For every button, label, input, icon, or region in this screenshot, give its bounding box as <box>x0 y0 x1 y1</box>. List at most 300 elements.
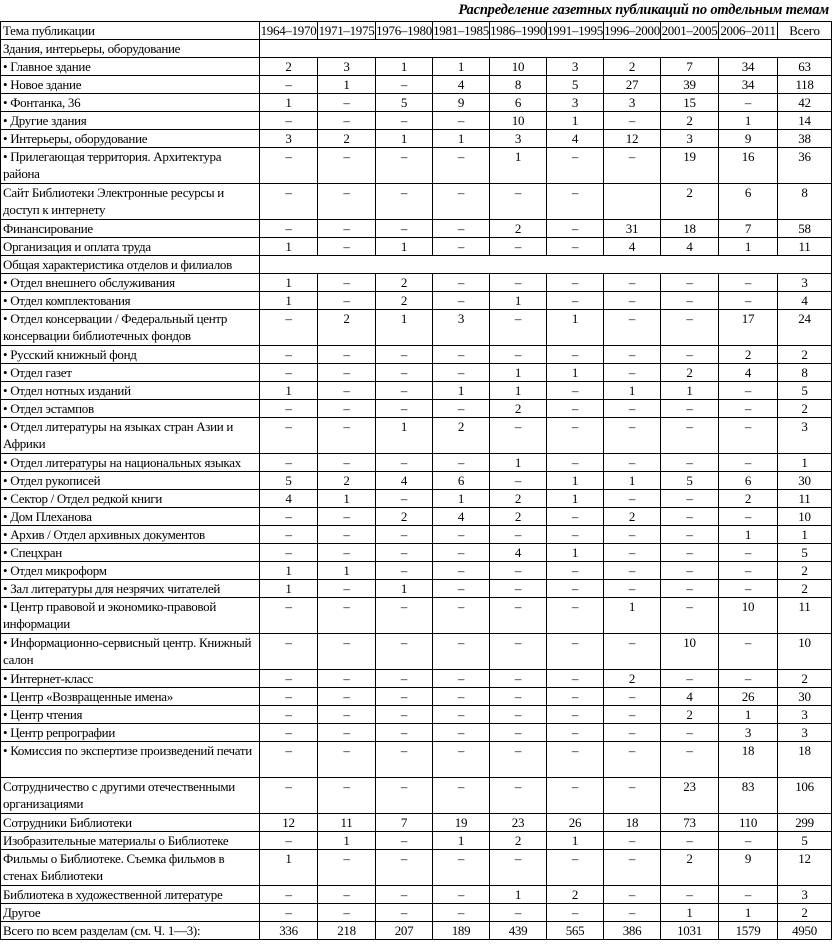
value-cell: 110 <box>719 814 778 832</box>
total-cell: 24 <box>778 310 832 346</box>
value-cell: 2 <box>490 220 547 238</box>
table-row <box>1 76 832 94</box>
value-cell: – <box>260 310 318 346</box>
total-cell: 30 <box>778 472 832 490</box>
column-header-period: 1976–1980 <box>376 23 432 38</box>
value-cell: – <box>433 598 490 634</box>
value-cell: – <box>604 706 661 724</box>
value-cell: 1 <box>376 130 433 148</box>
table-row <box>1 184 832 220</box>
value-cell: – <box>376 148 433 184</box>
total-cell: 58 <box>778 220 832 238</box>
value-cell: 4 <box>661 238 719 256</box>
value-cell: 12 <box>260 814 318 832</box>
value-cell: 2 <box>547 886 604 904</box>
value-cell: 1 <box>318 490 376 508</box>
value-cell: – <box>719 382 778 400</box>
value-cell: 4 <box>433 508 490 526</box>
value-cell: – <box>604 886 661 904</box>
value-cell: 23 <box>661 778 719 814</box>
value-cell: – <box>547 274 604 292</box>
value-cell: – <box>260 346 318 364</box>
value-cell: – <box>661 274 719 292</box>
value-cell: 4 <box>719 364 778 382</box>
value-cell: – <box>376 346 433 364</box>
total-cell: 11 <box>778 598 832 634</box>
value-cell: 2 <box>719 346 778 364</box>
value-cell: 1 <box>490 382 547 400</box>
value-cell: – <box>719 670 778 688</box>
value-cell: 2 <box>719 490 778 508</box>
value-cell: 1 <box>547 112 604 130</box>
value-cell: 4 <box>604 238 661 256</box>
topic-cell: • Прилегающая территория. Архитектура района <box>1 148 260 184</box>
value-cell: – <box>719 274 778 292</box>
table-row <box>1 472 832 490</box>
value-cell: – <box>260 778 318 814</box>
value-cell: – <box>661 292 719 310</box>
value-cell: – <box>661 742 719 778</box>
total-cell: 106 <box>778 778 832 814</box>
table-row <box>1 292 832 310</box>
column-header-period: 1964–1970 <box>260 23 317 38</box>
value-cell: – <box>318 670 376 688</box>
value-cell: 1 <box>260 292 318 310</box>
value-cell: – <box>604 274 661 292</box>
value-cell: – <box>604 688 661 706</box>
value-cell: – <box>433 364 490 382</box>
value-cell: – <box>547 184 604 220</box>
value-cell: 1 <box>433 490 490 508</box>
value-cell: 2 <box>604 670 661 688</box>
value-cell: – <box>433 346 490 364</box>
value-cell: – <box>547 850 604 886</box>
value-cell: – <box>433 238 490 256</box>
value-cell: – <box>260 526 318 544</box>
value-cell: – <box>490 742 547 778</box>
value-cell: 18 <box>604 814 661 832</box>
value-cell: 336 <box>260 922 318 940</box>
value-cell: – <box>318 454 376 472</box>
total-cell: 18 <box>778 742 832 778</box>
value-cell: – <box>318 688 376 706</box>
column-header-period: 2001–2005 <box>661 23 718 38</box>
value-cell: 386 <box>604 922 661 940</box>
value-cell: – <box>547 148 604 184</box>
value-cell: 5 <box>260 472 318 490</box>
value-cell: – <box>260 508 318 526</box>
section-blank-cell <box>260 40 832 58</box>
topic-cell: Организация и оплата труда <box>1 238 260 256</box>
table-row <box>1 274 832 292</box>
value-cell: – <box>433 544 490 562</box>
value-cell: – <box>661 832 719 850</box>
value-cell: – <box>719 634 778 670</box>
value-cell: – <box>376 562 433 580</box>
value-cell: 1 <box>318 76 376 94</box>
value-cell: 1 <box>719 526 778 544</box>
value-cell: – <box>490 346 547 364</box>
topic-cell: • Центр чтения <box>1 706 260 724</box>
value-cell: – <box>490 310 547 346</box>
topic-cell: • Сектор / Отдел редкой книги <box>1 490 260 508</box>
value-cell: – <box>318 724 376 742</box>
value-cell: 189 <box>433 922 490 940</box>
value-cell: – <box>490 724 547 742</box>
value-cell: – <box>661 886 719 904</box>
value-cell: – <box>604 742 661 778</box>
value-cell: 1 <box>376 238 433 256</box>
value-cell: 7 <box>661 58 719 76</box>
value-cell: – <box>719 400 778 418</box>
total-cell: 299 <box>778 814 832 832</box>
value-cell: 1 <box>719 112 778 130</box>
value-cell: 18 <box>661 220 719 238</box>
topic-cell: • Информационно-сервисный центр. Книжный салон <box>1 634 260 670</box>
value-cell: – <box>318 598 376 634</box>
table-row <box>1 418 832 454</box>
value-cell: 5 <box>547 76 604 94</box>
value-cell: – <box>260 418 318 454</box>
value-cell: – <box>318 364 376 382</box>
table-row <box>1 670 832 688</box>
topic-cell: • Русский книжный фонд <box>1 346 260 364</box>
value-cell: 1 <box>490 292 547 310</box>
total-cell: 63 <box>778 58 832 76</box>
value-cell: 3 <box>433 310 490 346</box>
value-cell: 1 <box>604 382 661 400</box>
value-cell: 1 <box>547 310 604 346</box>
value-cell: – <box>433 148 490 184</box>
topic-cell: • Отдел консервации / Федеральный центр консервации библиотечных фондов <box>1 310 260 346</box>
total-cell: 11 <box>778 490 832 508</box>
value-cell: 6 <box>719 472 778 490</box>
value-cell: 1 <box>260 274 318 292</box>
value-cell: 1 <box>260 94 318 112</box>
topic-cell: • Фонтанка, 36 <box>1 94 260 112</box>
value-cell: – <box>433 742 490 778</box>
value-cell: – <box>490 850 547 886</box>
topic-cell: • Центр правовой и экономико-правовой информации <box>1 598 260 634</box>
value-cell: 2 <box>661 184 719 220</box>
value-cell: – <box>547 562 604 580</box>
value-cell: 4 <box>547 130 604 148</box>
value-cell: 1 <box>604 598 661 634</box>
total-cell: 2 <box>778 904 832 922</box>
total-cell: 10 <box>778 634 832 670</box>
topic-cell: • Дом Плеханова <box>1 508 260 526</box>
table-row <box>1 922 832 940</box>
value-cell: 1 <box>661 382 719 400</box>
topic-cell: • Отдел внешнего обслуживания <box>1 274 260 292</box>
value-cell: – <box>604 832 661 850</box>
topic-cell: Сайт Библиотеки Электронные ресурсы и доступ к интернету <box>1 184 260 220</box>
value-cell: 23 <box>490 814 547 832</box>
value-cell: 1 <box>433 130 490 148</box>
total-cell: 30 <box>778 688 832 706</box>
value-cell: 2 <box>318 472 376 490</box>
value-cell: – <box>547 706 604 724</box>
value-cell: – <box>604 148 661 184</box>
value-cell: 11 <box>318 814 376 832</box>
value-cell: – <box>433 634 490 670</box>
value-cell: 1 <box>318 562 376 580</box>
value-cell: 2 <box>433 418 490 454</box>
value-cell: 34 <box>719 58 778 76</box>
value-cell: – <box>318 904 376 922</box>
value-cell: – <box>604 562 661 580</box>
value-cell: – <box>433 526 490 544</box>
value-cell: – <box>260 112 318 130</box>
value-cell: 10 <box>490 58 547 76</box>
value-cell: 9 <box>719 850 778 886</box>
table-body <box>1 40 832 940</box>
topic-cell: • Отдел литературы на языках стран Азии и Африки <box>1 418 260 454</box>
value-cell: 2 <box>661 706 719 724</box>
value-cell: 10 <box>661 634 719 670</box>
value-cell: 3 <box>490 130 547 148</box>
value-cell: 10 <box>490 112 547 130</box>
value-cell: 1 <box>318 832 376 850</box>
value-cell: – <box>661 418 719 454</box>
section-header-row <box>1 256 832 274</box>
value-cell: – <box>260 706 318 724</box>
value-cell: – <box>604 526 661 544</box>
value-cell: 2 <box>490 508 547 526</box>
value-cell: – <box>547 382 604 400</box>
value-cell: 1 <box>547 472 604 490</box>
table-row <box>1 706 832 724</box>
value-cell: 4 <box>376 472 433 490</box>
table-row <box>1 544 832 562</box>
value-cell: 2 <box>604 58 661 76</box>
value-cell: – <box>433 220 490 238</box>
value-cell: – <box>490 526 547 544</box>
value-cell: – <box>376 454 433 472</box>
table-row <box>1 382 832 400</box>
table-row <box>1 400 832 418</box>
value-cell: 3 <box>260 130 318 148</box>
value-cell: – <box>318 400 376 418</box>
topic-cell: Изобразительные материалы о Библиотеке <box>1 832 260 850</box>
value-cell: – <box>376 688 433 706</box>
value-cell: – <box>719 562 778 580</box>
value-cell: 10 <box>719 598 778 634</box>
value-cell: – <box>376 670 433 688</box>
total-cell: 3 <box>778 886 832 904</box>
value-cell: – <box>490 706 547 724</box>
value-cell: 3 <box>719 724 778 742</box>
value-cell: 26 <box>547 814 604 832</box>
topic-cell: Сотрудничество с другими отечественными организациями <box>1 778 260 814</box>
value-cell: – <box>547 526 604 544</box>
value-cell: 3 <box>604 94 661 112</box>
value-cell: 1 <box>547 832 604 850</box>
value-cell: – <box>604 490 661 508</box>
value-cell: – <box>376 382 433 400</box>
value-cell: – <box>604 634 661 670</box>
value-cell: 1 <box>433 832 490 850</box>
total-cell: 1 <box>778 526 832 544</box>
table-row <box>1 634 832 670</box>
value-cell: – <box>490 598 547 634</box>
value-cell: – <box>433 274 490 292</box>
topic-cell: • Отдел рукописей <box>1 472 260 490</box>
total-cell: 2 <box>778 346 832 364</box>
value-cell: – <box>433 562 490 580</box>
topic-cell: • Зал литературы для незрячих читателей <box>1 580 260 598</box>
value-cell: – <box>260 904 318 922</box>
value-cell: – <box>604 310 661 346</box>
publications-table <box>0 21 832 940</box>
value-cell: – <box>719 580 778 598</box>
topic-cell: • Главное здание <box>1 58 260 76</box>
value-cell: – <box>376 220 433 238</box>
topic-cell: • Отдел эстампов <box>1 400 260 418</box>
value-cell: 2 <box>376 274 433 292</box>
column-header-period: 1971–1975 <box>318 23 375 38</box>
value-cell: – <box>433 112 490 130</box>
value-cell: – <box>719 94 778 112</box>
table-row <box>1 238 832 256</box>
value-cell: – <box>260 832 318 850</box>
value-cell: – <box>260 724 318 742</box>
value-cell: 3 <box>318 58 376 76</box>
table-row <box>1 148 832 184</box>
value-cell: – <box>604 850 661 886</box>
column-header-period: 1991–1995 <box>547 23 603 38</box>
total-cell: 38 <box>778 130 832 148</box>
value-cell: – <box>661 670 719 688</box>
value-cell: – <box>318 382 376 400</box>
total-cell: 2 <box>778 580 832 598</box>
value-cell: – <box>547 454 604 472</box>
value-cell: – <box>318 184 376 220</box>
value-cell: – <box>433 454 490 472</box>
value-cell: 5 <box>376 94 433 112</box>
value-cell: – <box>661 526 719 544</box>
value-cell: – <box>547 238 604 256</box>
value-cell: 1 <box>490 886 547 904</box>
topic-cell: • Отдел микроформ <box>1 562 260 580</box>
table-row <box>1 112 832 130</box>
value-cell: – <box>376 778 433 814</box>
topic-cell: Сотрудники Библиотеки <box>1 814 260 832</box>
topic-cell: • Центр репрографии <box>1 724 260 742</box>
value-cell: 15 <box>661 94 719 112</box>
topic-cell: • Спецхран <box>1 544 260 562</box>
value-cell: – <box>661 490 719 508</box>
value-cell: 1 <box>604 472 661 490</box>
topic-cell: • Архив / Отдел архивных документов <box>1 526 260 544</box>
value-cell: – <box>433 724 490 742</box>
value-cell: – <box>260 634 318 670</box>
value-cell: – <box>661 544 719 562</box>
value-cell: 8 <box>490 76 547 94</box>
table-row <box>1 364 832 382</box>
value-cell: – <box>376 832 433 850</box>
value-cell: – <box>547 688 604 706</box>
value-cell: – <box>661 724 719 742</box>
value-cell: – <box>318 742 376 778</box>
total-cell: 12 <box>778 850 832 886</box>
table-row <box>1 490 832 508</box>
value-cell: – <box>661 400 719 418</box>
value-cell: 1 <box>490 148 547 184</box>
table-row <box>1 778 832 814</box>
value-cell: – <box>260 400 318 418</box>
value-cell: 1 <box>719 706 778 724</box>
value-cell: – <box>661 454 719 472</box>
table-row <box>1 130 832 148</box>
value-cell: – <box>376 598 433 634</box>
topic-cell: • Отдел литературы на национальных языках <box>1 454 260 472</box>
value-cell: – <box>547 724 604 742</box>
value-cell: 2 <box>260 58 318 76</box>
value-cell: – <box>260 76 318 94</box>
table-row <box>1 904 832 922</box>
value-cell <box>604 184 661 220</box>
value-cell: – <box>260 454 318 472</box>
value-cell: 19 <box>433 814 490 832</box>
value-cell: 16 <box>719 148 778 184</box>
value-cell: – <box>490 580 547 598</box>
table-row <box>1 454 832 472</box>
value-cell: 1 <box>661 904 719 922</box>
total-cell: 11 <box>778 238 832 256</box>
total-cell: 2 <box>778 670 832 688</box>
value-cell: 4 <box>260 490 318 508</box>
value-cell: 1 <box>490 454 547 472</box>
value-cell: 17 <box>719 310 778 346</box>
topic-cell: • Отдел газет <box>1 364 260 382</box>
value-cell: – <box>433 850 490 886</box>
value-cell: 1 <box>376 418 433 454</box>
table-row <box>1 526 832 544</box>
value-cell: – <box>604 400 661 418</box>
value-cell: – <box>433 400 490 418</box>
value-cell: 1 <box>433 58 490 76</box>
value-cell: 2 <box>604 508 661 526</box>
value-cell: – <box>604 904 661 922</box>
topic-cell: • Отдел комплектования <box>1 292 260 310</box>
value-cell: – <box>547 220 604 238</box>
value-cell: 1 <box>719 904 778 922</box>
value-cell: 2 <box>376 292 433 310</box>
value-cell: 27 <box>604 76 661 94</box>
topic-cell: • Интернет-класс <box>1 670 260 688</box>
value-cell: – <box>318 292 376 310</box>
value-cell: 9 <box>719 130 778 148</box>
column-header-period: 2006–2011 <box>720 23 776 38</box>
table-row <box>1 850 832 886</box>
value-cell: – <box>661 346 719 364</box>
value-cell: 439 <box>490 922 547 940</box>
table-row <box>1 724 832 742</box>
value-cell: 34 <box>719 76 778 94</box>
table-row <box>1 310 832 346</box>
value-cell: – <box>433 292 490 310</box>
value-cell: – <box>433 580 490 598</box>
value-cell: 7 <box>376 814 433 832</box>
value-cell: – <box>376 706 433 724</box>
topic-cell: • Центр «Возвращенные имена» <box>1 688 260 706</box>
value-cell: – <box>661 310 719 346</box>
value-cell: – <box>433 670 490 688</box>
topic-cell: Всего по всем разделам (см. Ч. 1—3): <box>1 922 260 940</box>
value-cell: – <box>318 238 376 256</box>
value-cell: – <box>547 418 604 454</box>
